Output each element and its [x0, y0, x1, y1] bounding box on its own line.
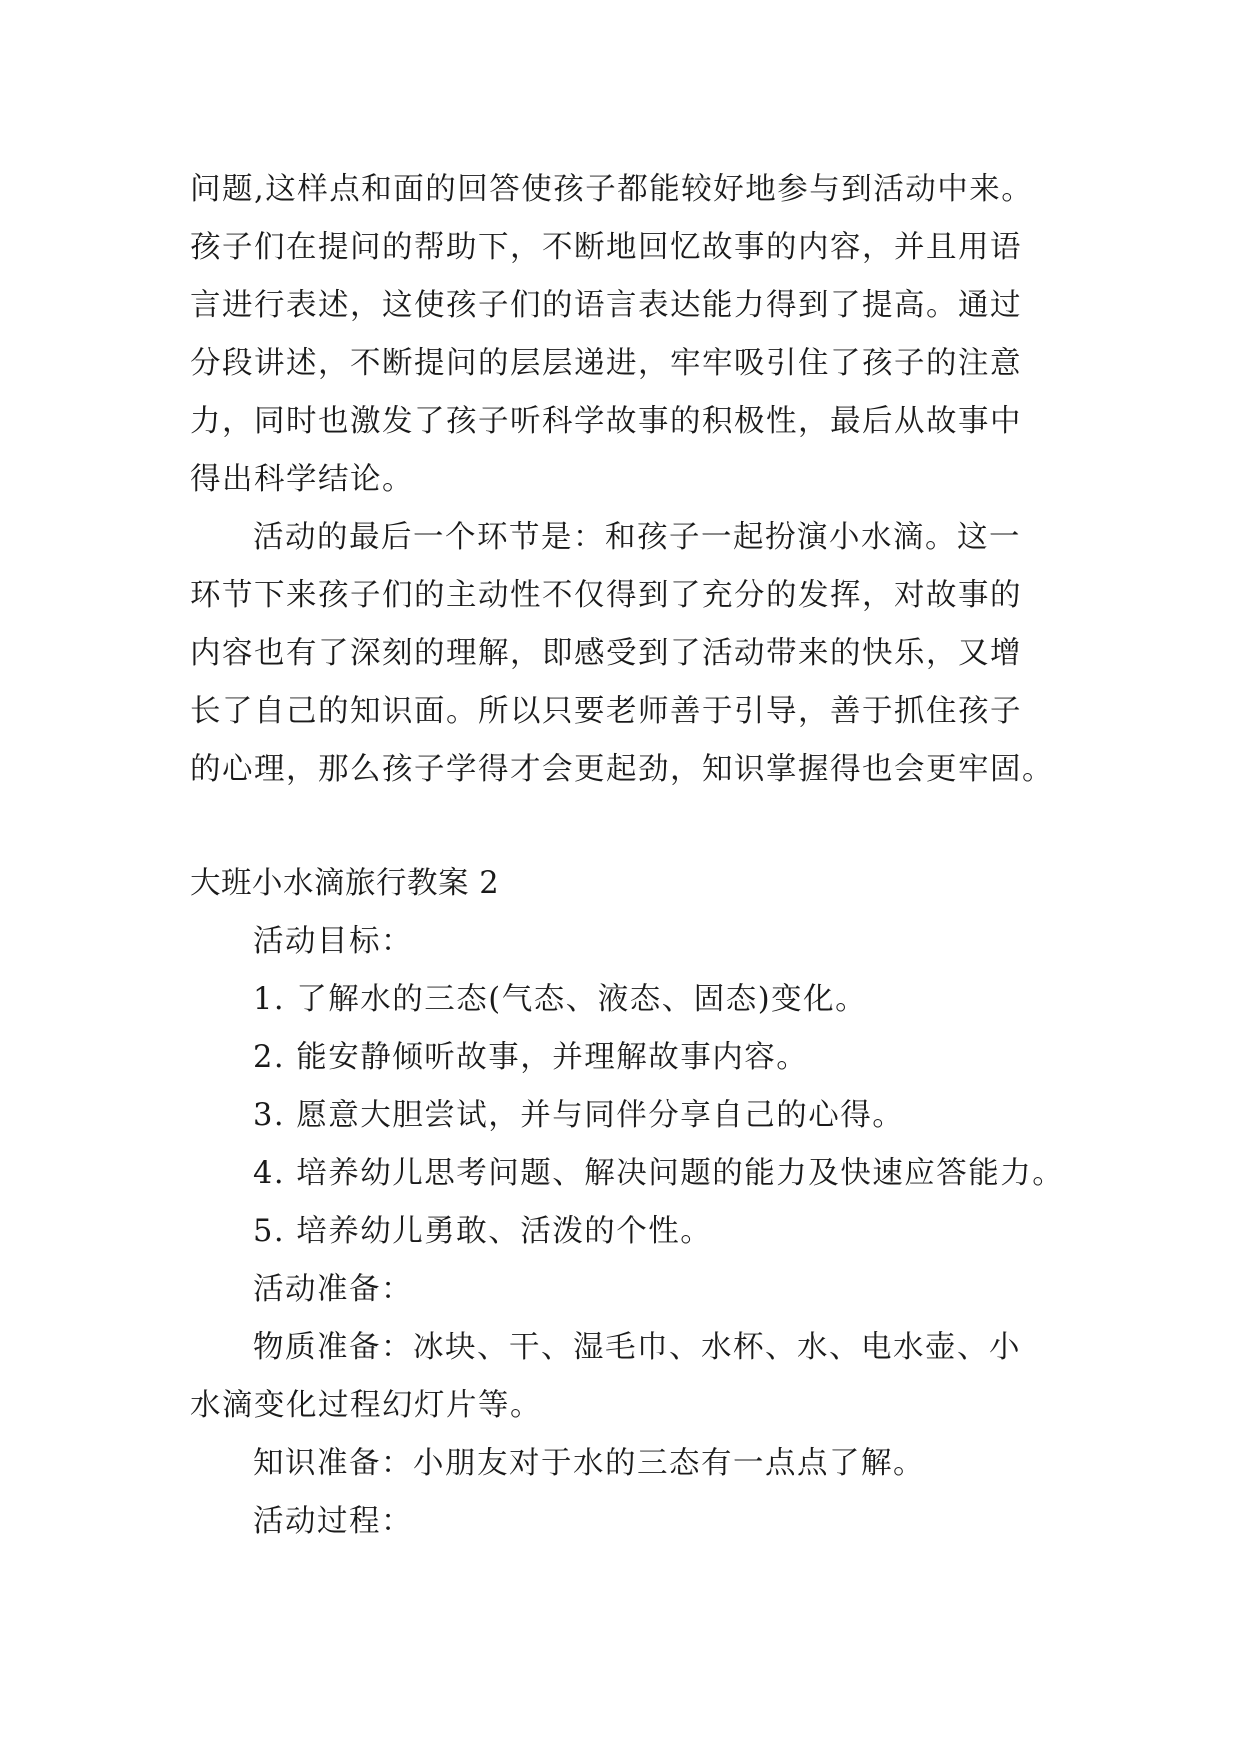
- knowledge-prep: 知识准备：小朋友对于水的三态有一点点了解。: [253, 1446, 925, 1481]
- goal-item-5: 5. 培养幼儿勇敢、活泼的个性。: [253, 1214, 713, 1249]
- prep-heading: 活动准备：: [253, 1272, 413, 1307]
- paragraph-2-line-4: 长了自己的知识面。所以只要老师善于引导，善于抓住孩子: [190, 694, 1022, 729]
- paragraph-2-line-1: 活动的最后一个环节是：和孩子一起扮演小水滴。这一: [253, 520, 1021, 555]
- paragraph-1-line-3: 言进行表述，这使孩子们的语言表达能力得到了提高。通过: [190, 288, 1022, 323]
- paragraph-1-line-1: 问题,这样点和面的回答使孩子都能较好地参与到活动中来。: [190, 172, 1034, 207]
- goal-item-4: 4. 培养幼儿思考问题、解决问题的能力及快速应答能力。: [253, 1156, 1065, 1191]
- process-heading: 活动过程：: [253, 1504, 413, 1539]
- goals-heading: 活动目标：: [253, 924, 413, 959]
- paragraph-2-line-3: 内容也有了深刻的理解，即感受到了活动带来的快乐，又增: [190, 636, 1022, 671]
- paragraph-2-line-5: 的心理，那么孩子学得才会更起劲，知识掌握得也会更牢固。: [190, 752, 1054, 787]
- material-prep-line-1: 物质准备：冰块、干、湿毛巾、水杯、水、电水壶、小: [253, 1330, 1021, 1365]
- goal-item-3: 3. 愿意大胆尝试，并与同伴分享自己的心得。: [253, 1098, 905, 1133]
- material-prep-line-2: 水滴变化过程幻灯片等。: [190, 1388, 542, 1423]
- paragraph-1-line-2: 孩子们在提问的帮助下，不断地回忆故事的内容，并且用语: [190, 230, 1022, 265]
- paragraph-1-line-4: 分段讲述，不断提问的层层递进，牢牢吸引住了孩子的注意: [190, 346, 1022, 381]
- goal-item-2: 2. 能安静倾听故事，并理解故事内容。: [253, 1040, 809, 1075]
- paragraph-1-line-6: 得出科学结论。: [190, 462, 414, 497]
- paragraph-1-line-5: 力，同时也激发了孩子听科学故事的积极性，最后从故事中: [190, 404, 1022, 439]
- paragraph-2-line-2: 环节下来孩子们的主动性不仅得到了充分的发挥，对故事的: [190, 578, 1022, 613]
- goal-item-1: 1. 了解水的三态(气态、液态、固态)变化。: [253, 982, 868, 1017]
- section-title: 大班小水滴旅行教案 2: [190, 866, 500, 901]
